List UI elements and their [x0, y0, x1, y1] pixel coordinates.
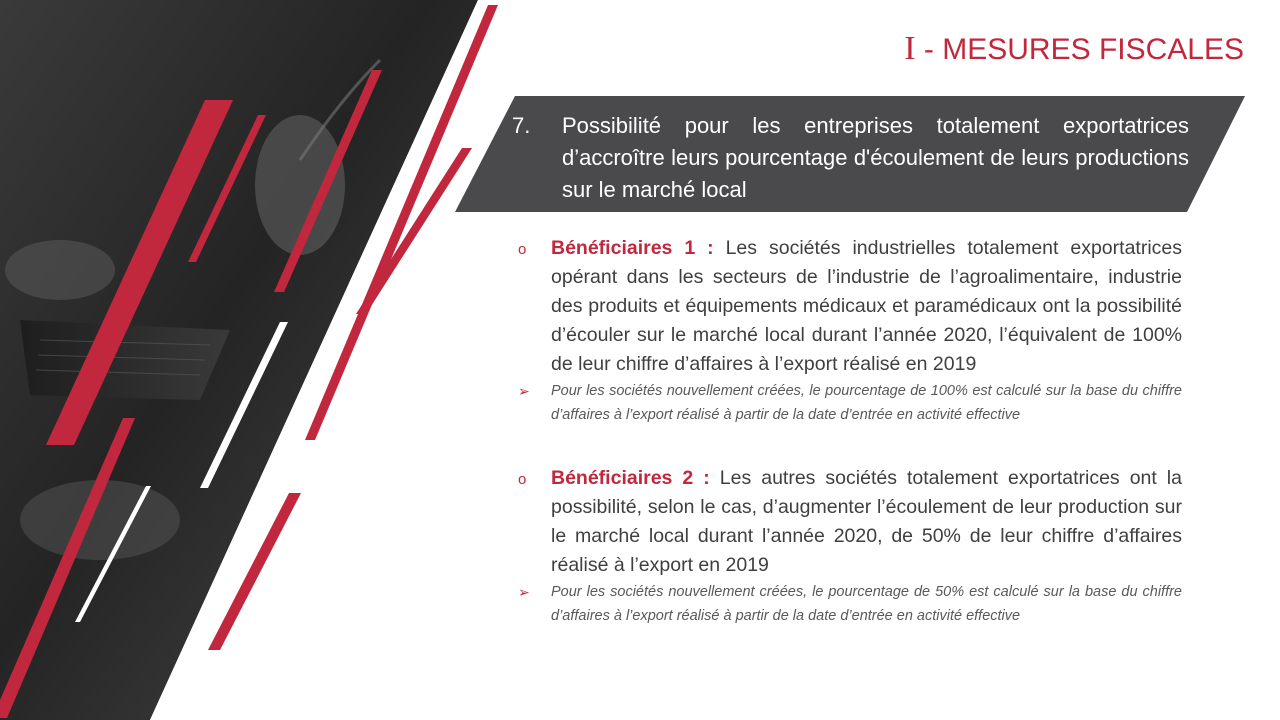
circle-outline-icon: o	[518, 471, 527, 488]
circle-outline-icon: o	[518, 241, 527, 258]
list-item	[518, 464, 1182, 580]
list-item	[518, 234, 1182, 379]
beneficiary-text: Les autres sociétés totalement exportatrices ont la possibilité, selon le cas, d’augmenter l’écoulement de leur production sur le marché local durant l’année 2020, de 50% de leur chiffre d’affaires réalisé à l’export en 2019	[551, 467, 1182, 576]
background-photo	[0, 0, 500, 720]
arrow-pointer-icon: ➢	[518, 383, 530, 399]
title-roman-numeral: I	[904, 30, 916, 67]
beneficiary-label: Bénéficiaires 2 :	[551, 467, 710, 489]
arrow-pointer-icon: ➢	[518, 584, 530, 600]
list-note	[518, 379, 1182, 427]
title-text: - MESURES FISCALES	[915, 33, 1244, 66]
beneficiary-label: Bénéficiaires 1 :	[551, 237, 714, 259]
banner-number: 7.	[512, 113, 531, 138]
content-list	[518, 234, 1182, 628]
page-title	[904, 30, 1244, 68]
banner-text: Possibilité pour les entreprises totalement exportatrices d’accroître leurs pourcentage d'écoulement de leurs productions sur le marché local	[562, 113, 1189, 202]
section-banner	[512, 110, 1189, 206]
beneficiary-text: Les sociétés industrielles totalement exportatrices opérant dans les secteurs de l’industrie de l’agroalimentaire, industrie des produits et équipements médicaux et paramédicaux ont la possibilité d’écouler sur le marché local durant l’année 2020, l’équivalent de 100% de leur chiffre d’affaires à l’export réalisé en 2019	[551, 237, 1182, 375]
note-text: Pour les sociétés nouvellement créées, le pourcentage de 100% est calculé sur la base du chiffre d’affaires à l’export réalisé à partir de la date d’entrée en activité effective	[551, 383, 1182, 423]
note-text: Pour les sociétés nouvellement créées, le pourcentage de 50% est calculé sur la base du chiffre d’affaires à l’export réalisé à partir de la date d’entrée en activité effective	[551, 584, 1182, 624]
list-note	[518, 580, 1182, 628]
